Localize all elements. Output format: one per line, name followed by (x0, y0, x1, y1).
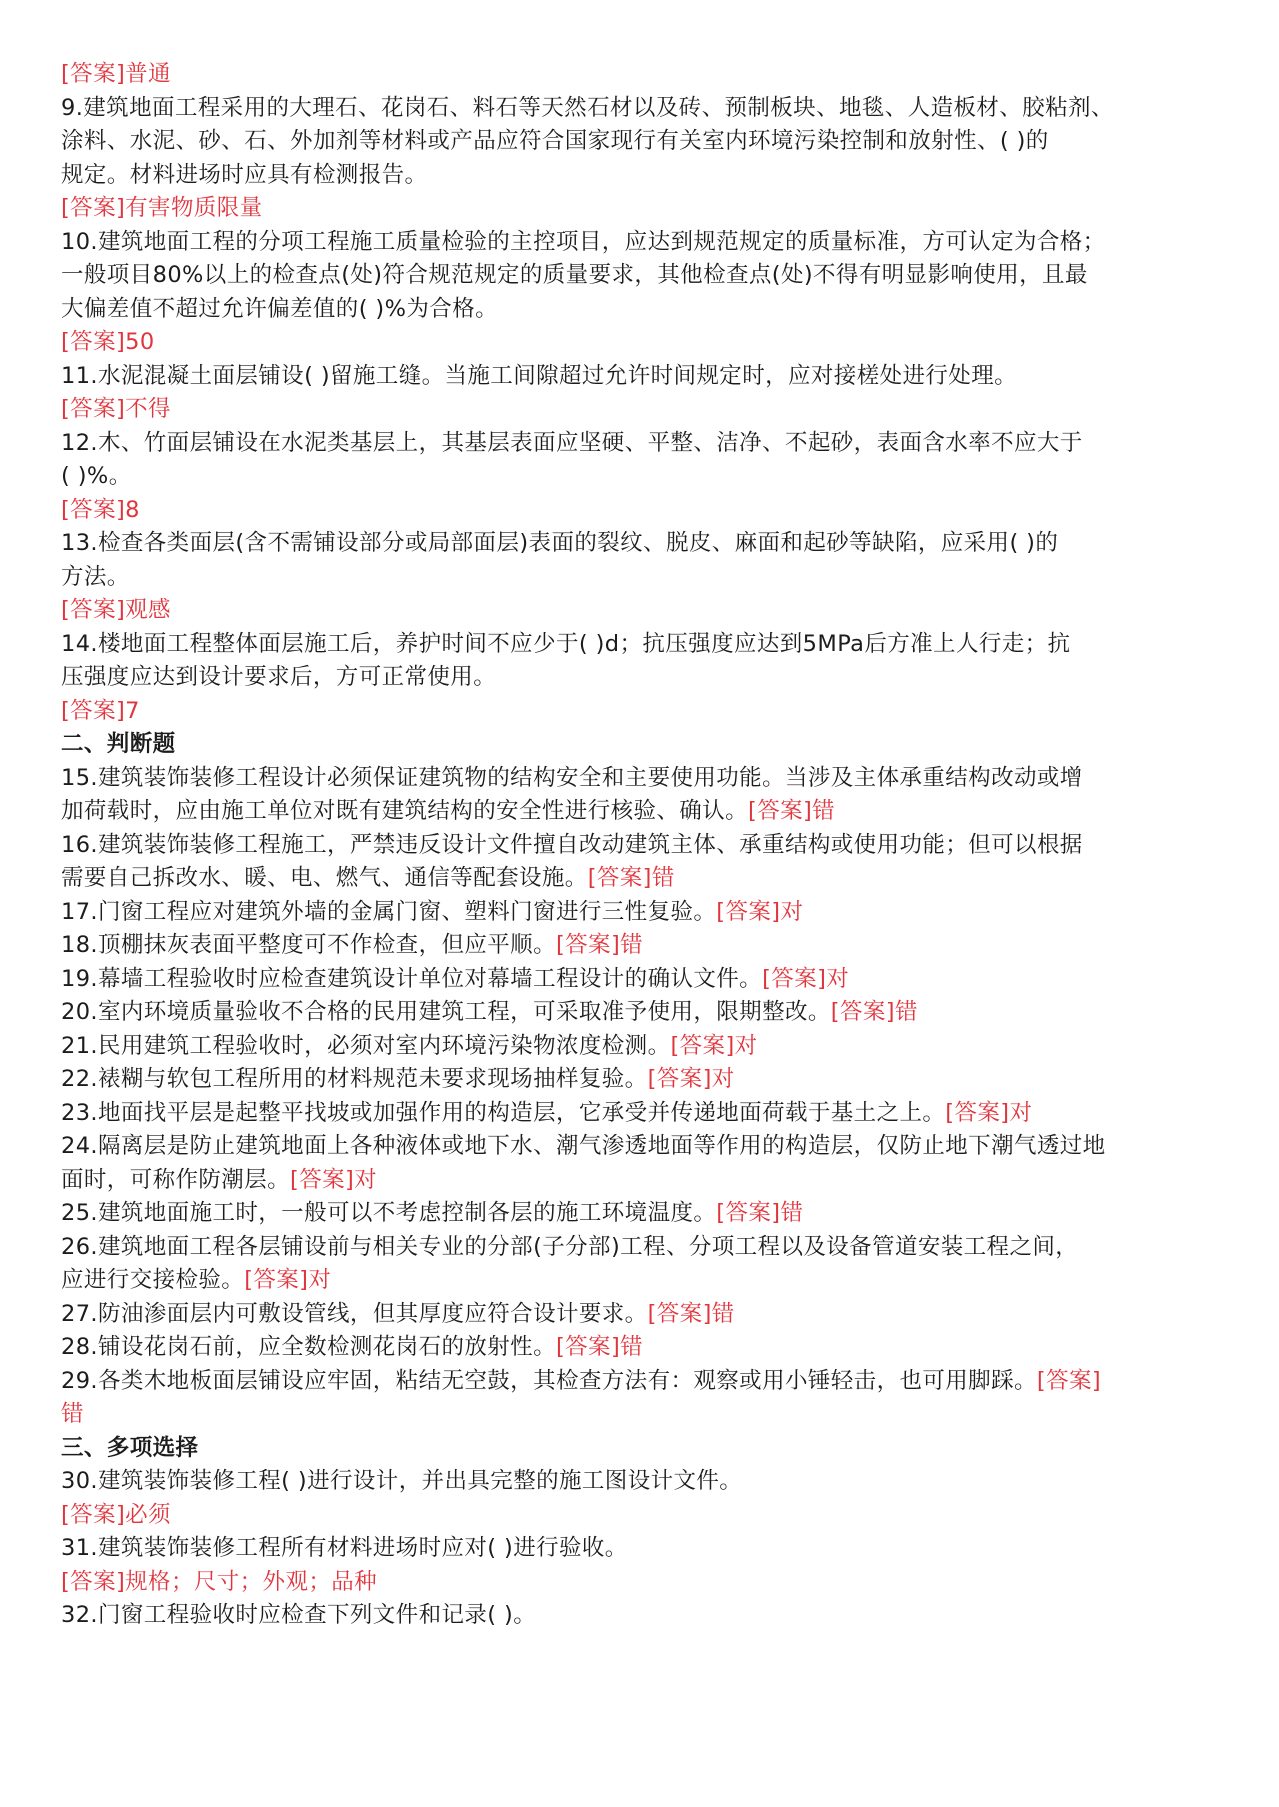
question-text: 规定。材料进场时应具有检测报告。 (61, 161, 428, 188)
answer-line (61, 192, 1219, 226)
answer-line (61, 494, 1219, 528)
question-line (61, 293, 1219, 327)
answer-text: [答案]50 (61, 329, 155, 355)
question-text: 21.民用建筑工程验收时，必须对室内环境污染物浓度检测。 (61, 1032, 671, 1059)
question-text: 29.各类木地板面层铺设应牢固，粘结无空鼓，其检查方法有：观察或用小锤轻击，也可用脚踩。 (61, 1367, 1037, 1394)
question-text: 方法。 (61, 563, 130, 590)
question-line (61, 1097, 1219, 1131)
answer-text: [答案]8 (61, 496, 140, 523)
question-line (61, 527, 1219, 561)
question-line (61, 929, 1219, 963)
question-text: 大偏差值不超过允许偏差值的( )%为合格。 (61, 295, 498, 322)
question-line (61, 1331, 1219, 1365)
inline-answer: [答案]对 (670, 1032, 758, 1059)
question-line (61, 896, 1219, 930)
question-text: 一般项目80%以上的检查点(处)符合规范规定的质量要求，其他检查点(处)不得有明显影响使用，且最 (61, 262, 1088, 288)
question-line (61, 829, 1219, 863)
question-line (61, 1298, 1219, 1332)
answer-line (61, 594, 1219, 628)
question-text: 压强度应达到设计要求后，方可正常使用。 (61, 664, 497, 690)
question-text: 22.裱糊与软包工程所用的材料规范未要求现场抽样复验。 (61, 1066, 648, 1092)
answer-line (61, 1499, 1219, 1533)
inline-answer: [答案]错 (647, 1300, 735, 1327)
question-line (61, 1164, 1219, 1198)
inline-answer: [答案]对 (716, 898, 804, 925)
question-text: 28.铺设花岗石前，应全数检测花岗石的放射性。 (61, 1334, 556, 1360)
answer-line (61, 695, 1219, 729)
question-line (61, 259, 1219, 293)
question-text: 25.建筑地面施工时，一般可以不考虑控制各层的施工环境温度。 (61, 1200, 717, 1226)
inline-answer: [答案]对 (647, 1066, 735, 1092)
question-text: ( )%。 (61, 463, 132, 489)
question-text: 13.检查各类面层(含不需铺设部分或局部面层)表面的裂纹、脱皮、麻面和起砂等缺陷，应采用( )的 (61, 530, 1059, 556)
question-line (61, 125, 1219, 159)
question-line (61, 360, 1219, 394)
answer-text: 错 (61, 1401, 84, 1427)
question-text: 15.建筑装饰装修工程设计必须保证建筑物的结构安全和主要使用功能。当涉及主体承重结构改动或增 (61, 764, 1083, 791)
answer-text: [答案]必须 (61, 1501, 171, 1528)
question-line (61, 862, 1219, 896)
question-line (61, 92, 1219, 126)
answer-line (61, 393, 1219, 427)
question-text: 19.幕墙工程验收时应检查建筑设计单位对幕墙工程设计的确认文件。 (61, 965, 763, 992)
inline-answer: [答案]错 (587, 865, 675, 891)
question-text: 9.建筑地面工程采用的大理石、花岗石、料石等天然石材以及砖、预制板块、地毯、人造板材、胶粘剂、 (61, 94, 1114, 121)
question-line (61, 1063, 1219, 1097)
document-page (61, 58, 1219, 1633)
question-line (61, 1030, 1219, 1064)
question-text: 24.隔离层是防止建筑地面上各种液体或地下水、潮气渗透地面等作用的构造层，仅防止地下潮气透过地 (61, 1133, 1106, 1159)
question-line (61, 561, 1219, 595)
question-line (61, 226, 1219, 260)
answer-text: [答案]规格；尺寸；外观；品种 (61, 1568, 378, 1595)
inline-answer: [答案]对 (244, 1267, 332, 1293)
section-heading-text: 二、判断题 (61, 731, 176, 757)
question-text: 32.门窗工程验收时应检查下列文件和记录( )。 (61, 1602, 537, 1628)
answer-text: [答案]不得 (61, 396, 171, 422)
section-heading (61, 728, 1219, 762)
answer-text: [答案]7 (61, 697, 140, 724)
question-text: 31.建筑装饰装修工程所有材料进场时应对( )进行验收。 (61, 1535, 628, 1561)
question-line (61, 628, 1219, 662)
question-line (61, 1130, 1219, 1164)
answer-text: [答案]观感 (61, 597, 171, 623)
question-line (61, 1231, 1219, 1265)
question-text: 16.建筑装饰装修工程施工，严禁违反设计文件擅自改动建筑主体、承重结构或使用功能；但可以根据 (61, 831, 1083, 858)
question-line (61, 1365, 1219, 1399)
question-line (61, 963, 1219, 997)
answer-text: [答案]有害物质限量 (61, 195, 263, 221)
inline-answer: [答案]错 (555, 1334, 644, 1360)
question-text: 14.楼地面工程整体面层施工后，养护时间不应少于( )d；抗压强度应达到5MPa后方准上人行走；抗 (61, 630, 1071, 657)
question-line (61, 1197, 1219, 1231)
question-line (61, 460, 1219, 494)
answer-line (61, 58, 1219, 92)
question-line (61, 795, 1219, 829)
question-line (61, 1264, 1219, 1298)
question-text: 18.顶棚抹灰表面平整度可不作检查，但应平顺。 (61, 932, 556, 958)
answer-line (61, 1398, 1219, 1432)
answer-line (61, 326, 1219, 360)
inline-answer: [答案]对 (762, 965, 850, 992)
question-text: 面时，可称作防潮层。 (61, 1166, 291, 1193)
section-heading (61, 1432, 1219, 1466)
question-line (61, 1599, 1219, 1633)
inline-answer: [答案]对 (290, 1166, 378, 1193)
question-line (61, 427, 1219, 461)
answer-text: [答案]普通 (61, 61, 171, 87)
question-text: 17.门窗工程应对建筑外墙的金属门窗、塑料门窗进行三性复验。 (61, 898, 717, 925)
inline-answer: [答案]错 (748, 798, 836, 824)
question-text: 11.水泥混凝土面层铺设( )留施工缝。当施工间隙超过允许时间规定时，应对接槎处进行处理。 (61, 362, 1017, 389)
answer-line (61, 1566, 1219, 1600)
question-line (61, 996, 1219, 1030)
question-text: 12.木、竹面层铺设在水泥类基层上，其基层表面应坚硬、平整、洁净、不起砂，表面含水率不应大于 (61, 429, 1083, 456)
inline-answer: [答案]对 (945, 1099, 1033, 1126)
question-text: 23.地面找平层是起整平找坡或加强作用的构造层，它承受并传递地面荷载于基土之上。 (61, 1099, 946, 1126)
question-line (61, 159, 1219, 193)
inline-answer: [答案]错 (555, 932, 644, 958)
question-line (61, 1532, 1219, 1566)
section-heading-text: 三、多项选择 (61, 1434, 199, 1461)
question-text: 涂料、水泥、砂、石、外加剂等材料或产品应符合国家现行有关室内环境污染控制和放射性、( )的 (61, 128, 1049, 154)
question-text: 26.建筑地面工程各层铺设前与相关专业的分部(子分部)工程、分项工程以及设备管道安装工程之间， (61, 1233, 1079, 1260)
question-line (61, 1465, 1219, 1499)
question-line (61, 661, 1219, 695)
question-text: 20.室内环境质量验收不合格的民用建筑工程，可采取准予使用，限期整改。 (61, 999, 831, 1025)
inline-answer: [答案] (1036, 1367, 1102, 1394)
question-text: 27.防油渗面层内可敷设管线，但其厚度应符合设计要求。 (61, 1300, 648, 1327)
question-text: 30.建筑装饰装修工程( )进行设计，并出具完整的施工图设计文件。 (61, 1468, 743, 1494)
question-text: 应进行交接检验。 (61, 1267, 245, 1293)
inline-answer: [答案]错 (830, 999, 918, 1025)
question-text: 需要自己拆改水、暖、电、燃气、通信等配套设施。 (61, 865, 588, 891)
question-text: 10.建筑地面工程的分项工程施工质量检验的主控项目，应达到规范规定的质量标准，方可认定为合格； (61, 228, 1106, 255)
question-text: 加荷载时，应由施工单位对既有建筑结构的安全性进行核验、确认。 (61, 798, 749, 824)
inline-answer: [答案]错 (716, 1200, 804, 1226)
question-line (61, 762, 1219, 796)
